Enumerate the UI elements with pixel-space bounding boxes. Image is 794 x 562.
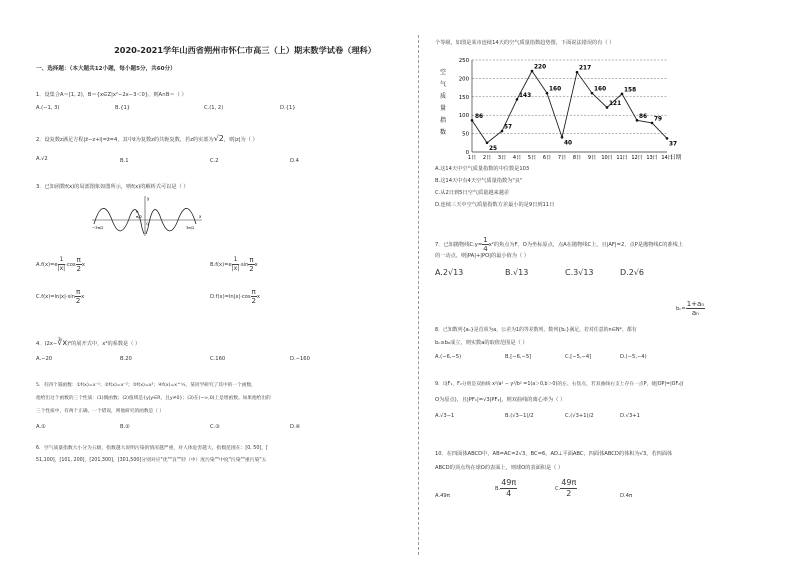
q5-line-3: 三个性质中，有两个正确，一个错误，则他研究的函数是（ ） — [36, 409, 165, 414]
x-tick-label: 3日 — [497, 155, 507, 161]
data-label: 217 — [579, 65, 592, 72]
x-tick-label: 11日 — [616, 155, 628, 161]
q10-opt-b[interactable]: B. $\frac{49\pi}{4}$ — [495, 478, 517, 498]
data-point — [606, 106, 609, 109]
graph-label-x: x — [199, 214, 202, 219]
q5-opt-b[interactable]: B.② — [120, 424, 130, 430]
q6-opt-c[interactable]: C.从2日到5日空气质量越来越差 — [435, 190, 510, 196]
q3-a-mid: ·cos — [65, 262, 76, 268]
x-tick-label: 12日 — [631, 155, 643, 161]
q3-opt-d[interactable]: D.f(x)=ln|x|·cos $\frac{\pi}{2}$ x — [210, 288, 260, 305]
q4-stem: 4．(2x−∛x)⁶的展开式中，x³的系数是（ ） — [36, 338, 141, 347]
q2-stem-b: z̄=4，其中z̄为复数z的共轭复数，若z的实部为 — [106, 137, 214, 143]
graph-label-y: y — [147, 196, 150, 201]
data-label: 57 — [504, 124, 513, 131]
q5-line-2: 他给出这个函数的三个性质：(1)偶函数；(2)值域是{y|y∈R，且y≠0}；(3)在(−∞,0)上是增函数。如果他给出的 — [36, 396, 271, 401]
q9-opt-c[interactable]: C.(√3+1)/2 — [565, 413, 594, 419]
y-axis-label-char: 数 — [440, 129, 447, 136]
q7-opt-a[interactable]: A.2√13 — [435, 268, 464, 277]
data-point — [636, 119, 639, 122]
data-point — [516, 98, 519, 101]
y-tick-label: 0 — [465, 150, 469, 156]
graph-label-origin: O — [146, 221, 149, 226]
q6-line-2: 51,100]，[101, 200]，[201,300]，[301,500]分别对应"优""良""轻（中）度污染""中度"污染""重污染"五 — [36, 458, 267, 463]
q3-b-exp: $\frac{1}{|x|}$ — [231, 256, 240, 272]
graph-label-pi: π — [136, 209, 139, 214]
page-title: 2020-2021学年山西省朔州市怀仁市高三（上）期末数学试卷（理科） — [114, 45, 376, 55]
x-tick-label: 13日 — [646, 155, 658, 161]
x-tick-label: 7日 — [557, 155, 567, 161]
q2-stem — [36, 136, 258, 143]
q2-opt-b[interactable]: B.1 — [120, 158, 129, 164]
y-tick-label: 50 — [462, 131, 469, 138]
data-label: 160 — [549, 86, 562, 93]
q7-frac: $\frac{1}{4}$ — [483, 236, 488, 253]
q4-cube-root: ∛x — [57, 338, 68, 347]
data-label: 220 — [534, 64, 547, 71]
data-label: 121 — [609, 100, 622, 107]
q3-a-exp: $\frac{1}{|x|}$ — [57, 256, 66, 272]
q4-opt-d[interactable]: D.−160 — [290, 356, 310, 362]
x-tick-label: 8日 — [572, 155, 582, 161]
y-tick-label: 250 — [458, 58, 469, 64]
q2-stem-c: ，则|z|为（ ） — [223, 137, 258, 143]
data-label: 37 — [669, 141, 678, 148]
x-tick-label: 5日 — [527, 155, 537, 161]
x-tick-label: 1日 — [467, 155, 477, 161]
q8-stem: 8．已知数列{aₙ}是首项为a，公差为1的等差数列，数列{bₙ}满足，若对任意的n∈N*，都有 — [435, 327, 637, 333]
q3-a-frac: $\frac{\pi}{2}$ — [76, 256, 81, 273]
q9-line-2: O为原点)，且|PF₁|=√3|PF₂|，则双曲线的离心率为（ ） — [435, 397, 566, 403]
q1-opt-b[interactable]: B.{1} — [115, 105, 131, 111]
q2-opt-d[interactable]: D.4 — [290, 158, 299, 164]
q5-line-1: 5．有四个幂函数：①f(x)=x⁻¹；②f(x)=x⁻²；③f(x)=x³；④f(x)=x^½，某同学研究了其中的一个函数， — [36, 383, 256, 388]
q4-opt-b[interactable]: B.20 — [120, 356, 132, 362]
data-point — [576, 71, 579, 74]
q10-line-2: ABCD的顶点均在球O的表面上，则球O的表面积是（ ） — [435, 465, 564, 471]
data-point — [471, 119, 474, 122]
x-tick-label: 2日 — [482, 155, 492, 161]
q9-opt-d[interactable]: D.√3+1 — [620, 413, 640, 419]
q7-opt-d[interactable]: D.2√6 — [620, 268, 644, 277]
q3-opt-b[interactable]: B.f(x)=e $\frac{1}{|x|}$ ·sin $\frac{\pi}{2}$ x — [210, 256, 258, 273]
y-axis-label-char: 质 — [440, 93, 447, 100]
q8-bn-frac: $\frac{\text{1+aₙ}}{\text{aₙ}}$ — [686, 300, 705, 317]
q3-b-frac: $\frac{\pi}{2}$ — [249, 256, 254, 273]
section-heading: 一、选择题：（本大题共12小题，每小题5分，共60分） — [36, 66, 176, 72]
x-tick-label: 9日 — [587, 155, 597, 161]
q8-opt-b[interactable]: B.[−6,−5] — [505, 354, 532, 360]
q6-line-1: 6．空气质量指数大小分为五级，指数越大说明污染的情况越严重，对人体危害越大，指数范围在：[0, 50]，[ — [36, 446, 268, 451]
q3-function-graph — [90, 194, 205, 238]
q5-opt-a[interactable]: A.① — [36, 424, 46, 430]
q7-opt-c[interactable]: C.3√13 — [565, 268, 594, 277]
q3-stem: 3．已知函数f(x)的局部图象如图所示，则f(x)的解析式可以是（ ） — [36, 184, 189, 190]
y-tick-label: 200 — [458, 76, 469, 83]
q9-opt-b[interactable]: B.(√3−1)/2 — [505, 413, 534, 419]
x-tick-label: 14日 — [661, 155, 673, 161]
q1-opt-a[interactable]: A.(−1, 3) — [36, 105, 60, 111]
data-point — [561, 136, 564, 139]
data-point — [501, 130, 504, 133]
data-point — [591, 92, 594, 95]
q2-stem-a: 2．设复数z满足方程|z̄−z+i|= — [36, 137, 107, 143]
y-axis-label-char: 量 — [440, 105, 447, 112]
q8-opt-d[interactable]: D.(−5,−4) — [620, 354, 647, 360]
data-label: 86 — [639, 113, 648, 120]
y-axis-label-char: 指 — [440, 117, 447, 124]
q5-opt-d[interactable]: D.④ — [290, 424, 301, 430]
data-label: 158 — [624, 87, 637, 94]
y-tick-label: 100 — [458, 113, 469, 120]
data-point — [666, 137, 669, 140]
graph-label-3pi-2: 3π/2 — [186, 225, 195, 230]
q4-opt-a[interactable]: A.−20 — [36, 356, 53, 362]
aqi-trend-chart — [432, 52, 692, 164]
q7-opt-b[interactable]: B.√13 — [505, 268, 529, 277]
q10-b-frac: $\frac{49\pi}{4}$ — [501, 478, 517, 498]
column-divider — [418, 35, 419, 555]
q2-sqrt2: √2 — [213, 134, 224, 143]
q7-stem: 7．已知抛物线C:y= $\frac{1}{4}$ x²的焦点为F，O为坐标原点，点A在抛物线C上，且|AF|=2，点P是抛物线C的准线上 — [435, 236, 683, 253]
q8-bn-formula: bₙ= $\frac{\text{1+aₙ}}{\text{aₙ}}$ — [676, 300, 705, 317]
data-label: 86 — [475, 113, 484, 120]
q6-opt-b[interactable]: B.这14天中有4天空气质量指数为"良" — [435, 178, 523, 184]
data-point — [486, 142, 489, 145]
q8-line-2: bₙ≥b₈成立，则实数a的取值范围是（ ） — [435, 340, 528, 346]
q9-opt-a[interactable]: A.√3−1 — [435, 413, 455, 419]
y-axis-label-char: 空 — [440, 69, 447, 76]
x-tick-label: 6日 — [542, 155, 552, 161]
q2-opt-c[interactable]: C.2 — [210, 158, 219, 164]
q1-stem: 1．设集合A＝[1, 2)，B＝{x∈Z|x²−2x−3＜0}，则A∩B＝（ ） — [36, 92, 187, 98]
y-tick-label: 150 — [458, 94, 469, 101]
data-label: 40 — [564, 140, 573, 147]
data-label: 143 — [519, 92, 532, 99]
data-label: 160 — [594, 86, 607, 93]
q10-opt-c[interactable]: C. $\frac{49\pi}{2}$ — [555, 478, 577, 498]
data-point — [621, 93, 624, 96]
q6-opt-a[interactable]: A.这14天中空气质量指数的中位数是103 — [435, 166, 530, 172]
q3-opt-c[interactable]: C.f(x)=ln|x|·sin $\frac{\pi}{2}$ x — [36, 288, 85, 305]
q3-d-frac: $\frac{\pi}{2}$ — [251, 288, 256, 305]
q1-opt-c[interactable]: C.(1, 2) — [204, 105, 224, 111]
q7-line-2: 的一动点，则|PA|+|PO|的最小值为（ ） — [435, 253, 529, 259]
q10-opt-a[interactable]: A.49π — [435, 493, 450, 499]
q1-opt-d[interactable]: D.{1} — [280, 105, 296, 111]
q8-opt-a[interactable]: A.(−6,−5) — [435, 354, 462, 360]
data-point — [546, 92, 549, 95]
q6-opt-d[interactable]: D.连续三天中空气质量指数方差最小的是9日到11日 — [435, 202, 555, 208]
q8-opt-c[interactable]: C.[−5,−4] — [565, 354, 592, 360]
graph-label-neg-3pi-2: −3π/2 — [92, 225, 104, 230]
q10-c-frac: $\frac{49\pi}{2}$ — [561, 478, 577, 498]
q2-opt-a[interactable]: A.√2 — [36, 156, 48, 162]
q3-a-pre: A.f(x)= — [36, 262, 55, 268]
q6-continued: 个等级，如图是某市连续14天的空气质量指数趋势图，下面说法错误的有（ ） — [435, 40, 615, 46]
x-tick-label: 10日 — [601, 155, 613, 161]
data-point — [651, 122, 654, 125]
q3-c-frac: $\frac{\pi}{2}$ — [75, 288, 81, 305]
q9-line-1: 9．设F₁，F₂分别是双曲线 x²/a² − y²/b² =1(a＞0,b＞0)的左、右焦点，若双曲线右支上存在一点P，使|OP|=|OF₂|( — [435, 382, 684, 387]
data-point — [531, 70, 534, 73]
data-label: 25 — [489, 145, 498, 152]
chart-xlabel: 日期 — [670, 155, 682, 161]
graph-label-pi-half: π/2 — [136, 214, 142, 219]
q3-opt-a[interactable]: A.f(x)=e $\frac{1}{|x|}$ ·cos $\frac{\pi}{2}$ x — [36, 256, 85, 273]
q10-opt-d[interactable]: D.4π — [620, 493, 633, 499]
q10-line-1: 10．在四面体ABCD中，AB=AC=2√3，BC=6，AD⊥平面ABC，四面体ABCD的体积为√3，若四面体 — [435, 451, 673, 457]
q5-opt-c[interactable]: C.③ — [210, 424, 220, 430]
x-tick-label: 4日 — [512, 155, 522, 161]
data-label: 79 — [654, 116, 663, 123]
y-axis-label-char: 气 — [440, 81, 447, 88]
q3-a-e: e — [54, 262, 58, 268]
q4-opt-c[interactable]: C.160 — [210, 356, 226, 362]
